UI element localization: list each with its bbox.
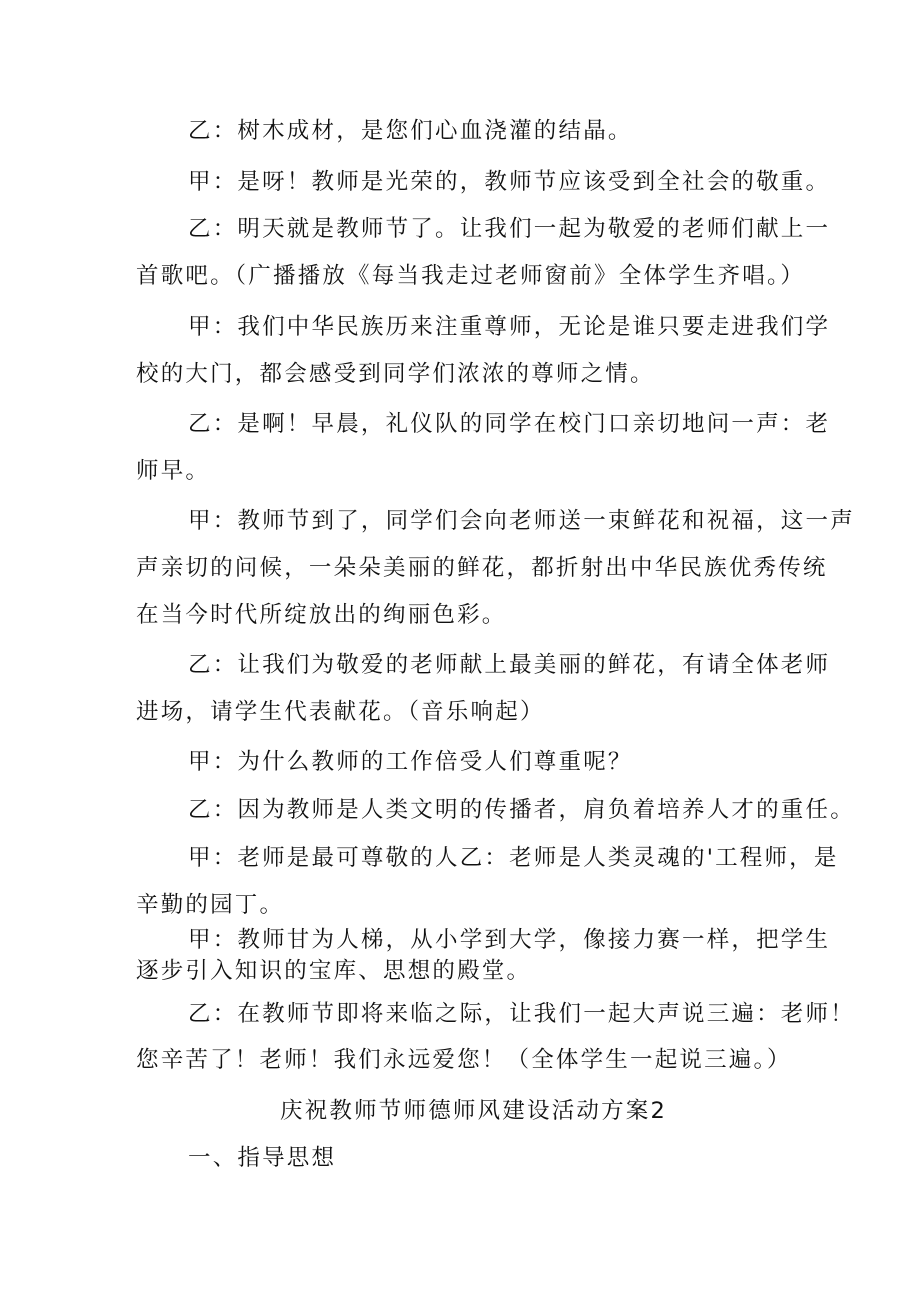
- paragraph-line: 乙：因为教师是人类文明的传播者，肩负着培养人才的重任。: [188, 797, 855, 823]
- paragraph-line: 首歌吧。（广播播放《每当我走过老师窗前》全体学生齐唱。）: [136, 263, 806, 289]
- paragraph-line: 甲：教师甘为人梯，从小学到大学，像接力赛一样，把学生: [188, 927, 831, 953]
- paragraph-line: 校的大门，都会感受到同学们浓浓的尊师之情。: [136, 361, 655, 387]
- paragraph-line: 乙：让我们为敬爱的老师献上最美丽的鲜花，有请全体老师: [188, 652, 831, 678]
- paragraph-line: 师早。: [136, 458, 211, 484]
- paragraph-line: 甲：为什么教师的工作倍受人们尊重呢？: [188, 749, 633, 775]
- paragraph-line: 乙：在教师节即将来临之际，让我们一起大声说三遍：老师！: [188, 1001, 855, 1027]
- paragraph-line: 甲：我们中华民族历来注重尊师，无论是谁只要走进我们学: [188, 314, 831, 340]
- paragraph-line: 甲：教师节到了，同学们会向老师送一束鲜花和祝福，这一声: [188, 508, 855, 534]
- paragraph-line: 乙：树木成材，是您们心血浇灌的结晶。: [188, 118, 633, 144]
- paragraph-line: 乙：是啊！早晨，礼仪队的同学在校门口亲切地问一声：老: [188, 411, 831, 437]
- section-title: 庆祝教师节师德师风建设活动方案2: [280, 1098, 668, 1124]
- paragraph-line: 声亲切的问候，一朵朵美丽的鲜花，都折射出中华民族优秀传统: [136, 555, 828, 581]
- paragraph-line: 您辛苦了！老师！我们永远爱您！（全体学生一起说三遍。）: [136, 1047, 792, 1073]
- paragraph-line: 进场，请学生代表献花。（音乐响起）: [136, 699, 545, 725]
- paragraph-line: 甲：老师是最可尊敬的人乙：老师是人类灵魂的'工程师，是: [188, 845, 839, 871]
- section-subheading: 一、指导思想: [188, 1145, 337, 1171]
- paragraph-line: 在当今时代所绽放出的绚丽色彩。: [136, 602, 507, 628]
- paragraph-line: 乙：明天就是教师节了。让我们一起为敬爱的老师们献上一: [188, 216, 831, 242]
- paragraph-line: 逐步引入知识的宝库、思想的殿堂。: [136, 958, 532, 984]
- paragraph-line: 辛勤的园丁。: [136, 892, 285, 918]
- paragraph-line: 甲：是呀！教师是光荣的，教师节应该受到全社会的敬重。: [188, 169, 831, 195]
